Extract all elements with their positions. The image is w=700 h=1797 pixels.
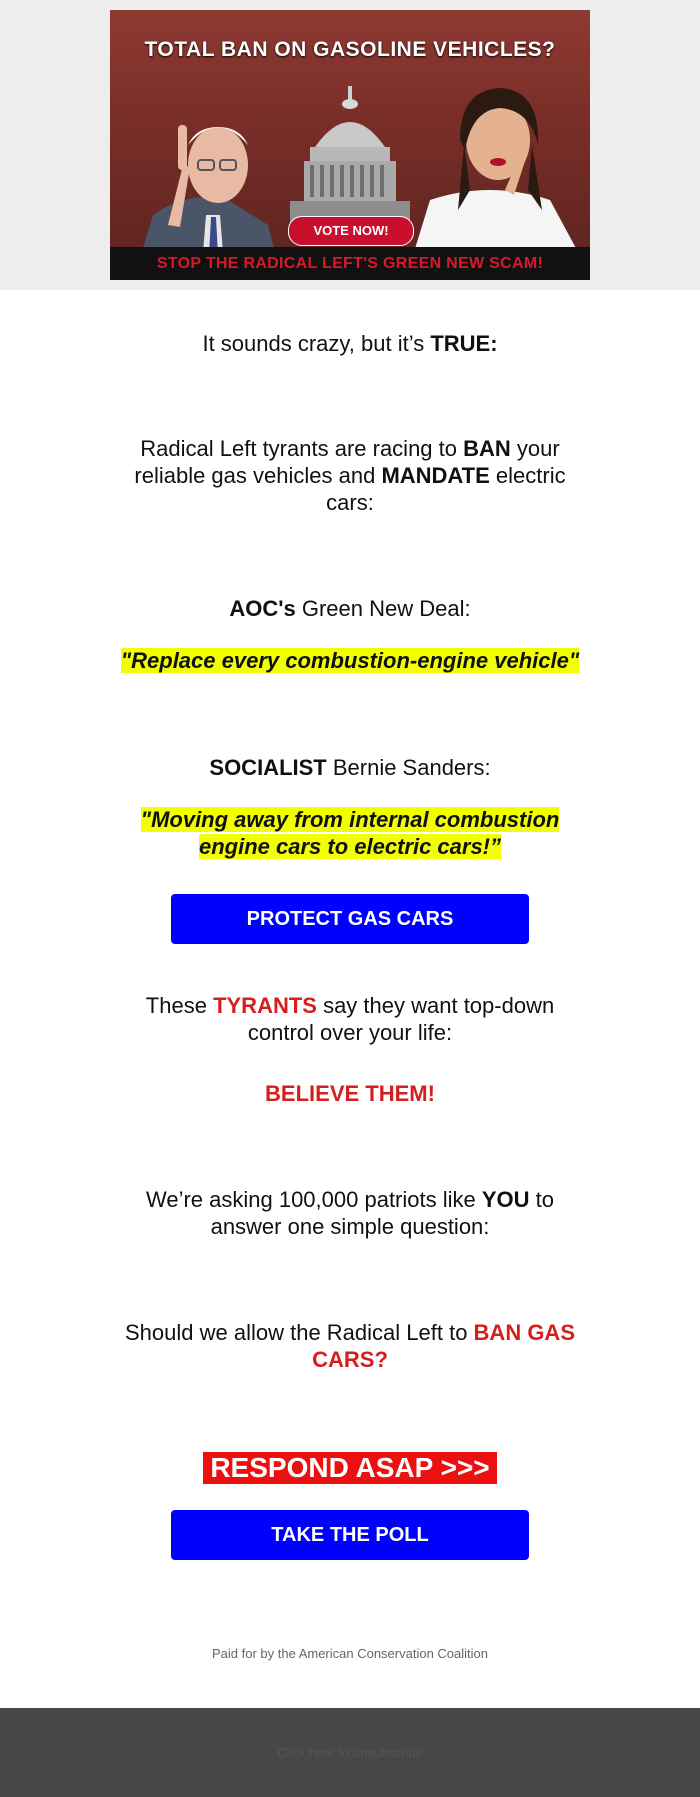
footer xyxy=(0,1708,700,1797)
you-bold: YOU xyxy=(481,1187,530,1212)
intro-text: It sounds crazy, but it’s xyxy=(202,331,431,356)
question-text-a: Should we allow the Radical Left to xyxy=(125,1320,474,1345)
paid-for-disclaimer: Paid for by the American Conservation Coalition xyxy=(211,1646,489,1661)
banner-bottom-text: STOP THE RADICAL LEFT'S GREEN NEW SCAM! xyxy=(110,247,590,280)
tyrants-text-a: These xyxy=(145,993,214,1018)
capitol-dome-image xyxy=(290,82,410,232)
mandate-bold: MANDATE xyxy=(381,463,490,488)
bernie-quote-line1: "Moving away from internal combustion xyxy=(140,807,560,832)
respond-asap-banner: RESPOND ASAP >>> xyxy=(203,1452,496,1484)
asking-text-c: to answer one simple question: xyxy=(210,1187,555,1239)
aoc-label xyxy=(120,595,580,622)
bernie-label xyxy=(120,754,580,781)
ban-text-c: your reliable gas vehicles and xyxy=(134,436,560,488)
aoc-quote-block xyxy=(0,647,700,674)
ban-text-a: Radical Left tyrants are racing to xyxy=(140,436,464,461)
intro-paragraph xyxy=(120,290,580,357)
tyrants-bold: TYRANTS xyxy=(213,993,317,1018)
banner-title: TOTAL BAN ON GASOLINE VEHICLES? xyxy=(144,38,556,61)
asking-text-a: We’re asking 100,000 patriots like xyxy=(145,1187,482,1212)
ban-paragraph xyxy=(120,435,580,516)
tyrants-text-c: say they want top-down control over your life: xyxy=(247,993,555,1045)
tyrants-paragraph xyxy=(120,992,580,1046)
socialist-bold: SOCIALIST xyxy=(209,755,327,780)
bernie-quote-block xyxy=(0,806,700,860)
ban-bold: BAN xyxy=(463,436,511,461)
hero-banner-image[interactable] xyxy=(110,10,590,280)
ban-text-e: electric cars: xyxy=(326,463,566,515)
protect-gas-cars-button[interactable]: PROTECT GAS CARS xyxy=(171,894,529,944)
aoc-rest: Green New Deal: xyxy=(295,596,471,621)
asking-paragraph xyxy=(120,1186,580,1240)
aoc-quote: "Replace every combustion-engine vehicle" xyxy=(120,648,580,673)
respond-block xyxy=(0,1452,700,1484)
vote-now-badge: VOTE NOW! xyxy=(288,216,414,246)
header xyxy=(0,0,700,290)
ban-gas-cars-text: BAN GAS CARS? xyxy=(312,1320,575,1372)
intro-bold: TRUE: xyxy=(430,331,498,356)
question-paragraph xyxy=(120,1319,580,1373)
bernie-rest: Bernie Sanders: xyxy=(326,755,491,780)
believe-them: BELIEVE THEM! xyxy=(265,1081,435,1106)
email-body xyxy=(0,290,700,1667)
person-left-photo xyxy=(128,105,298,265)
aoc-name: AOC's xyxy=(229,596,296,621)
take-the-poll-button[interactable]: TAKE THE POLL xyxy=(171,1510,529,1560)
unsubscribe-link[interactable]: Click here to unsubscribe xyxy=(277,1745,423,1760)
person-right-photo xyxy=(410,70,585,265)
bernie-quote-line2: engine cars to electric cars!” xyxy=(198,834,502,859)
